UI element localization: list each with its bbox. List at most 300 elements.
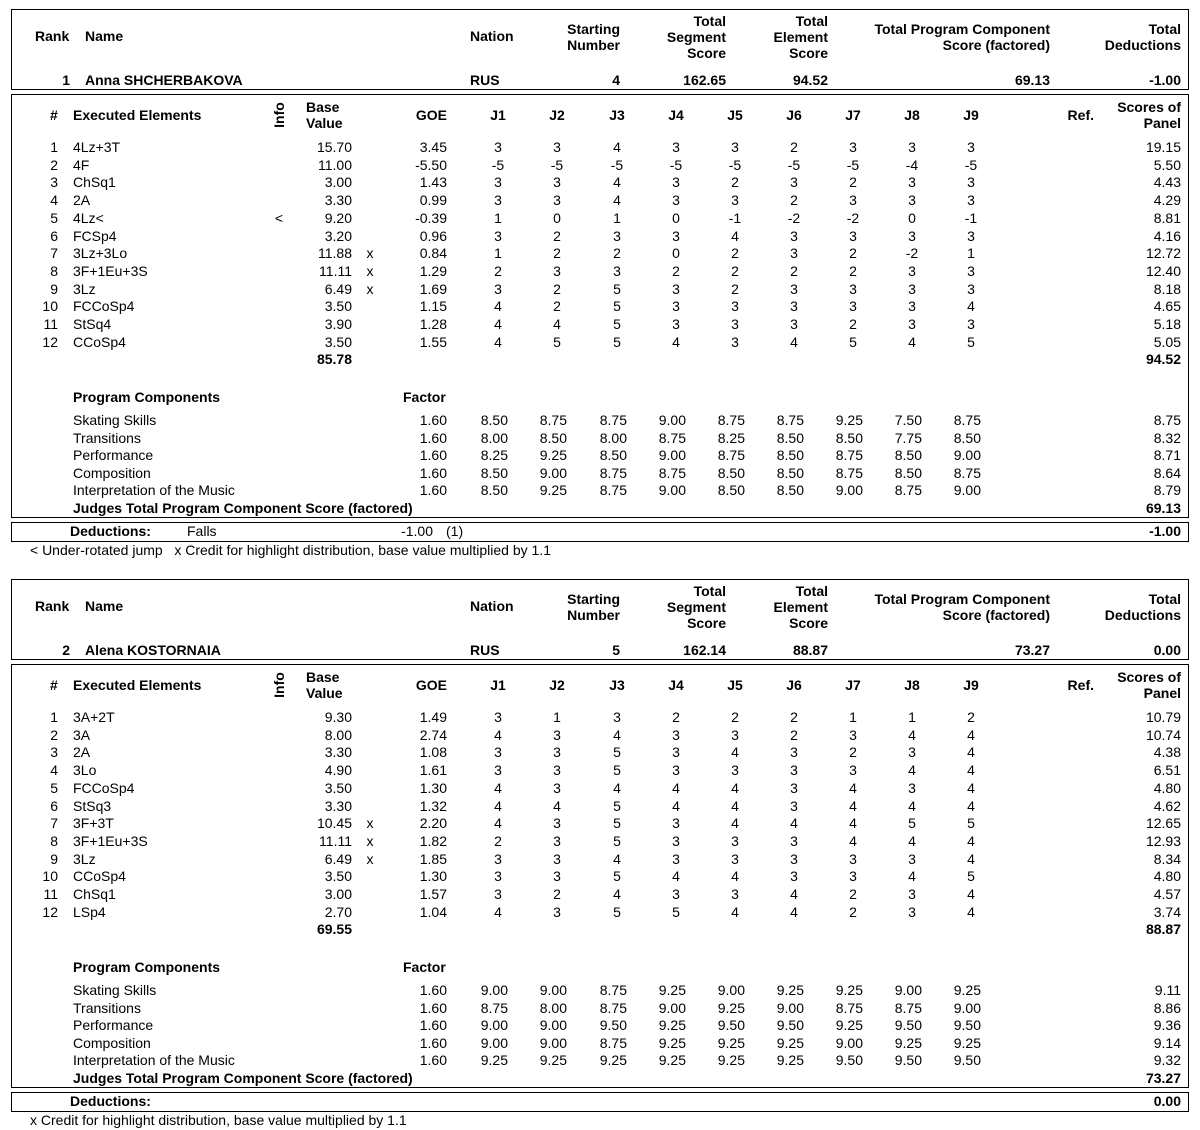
element-goe: 1.15 [419, 298, 447, 315]
element-judge-score-4: 3 [672, 850, 680, 867]
component-judge-score-6: 9.25 [776, 1034, 804, 1051]
element-judge-score-2: 2 [553, 280, 561, 297]
pcs-header-1: Total Program Component [874, 591, 1050, 607]
judge-header-6: J6 [786, 677, 802, 693]
element-judge-score-1: 3 [494, 280, 502, 297]
tss-header-3: Score [687, 615, 726, 631]
element-judge-score-2: 3 [553, 850, 561, 867]
element-number: 3 [50, 174, 58, 191]
ded-header-2: Deductions [1104, 607, 1181, 623]
element-judge-score-1: 4 [494, 903, 502, 920]
element-judge-score-8: 4 [908, 726, 916, 743]
judge-header-4: J4 [668, 677, 684, 693]
components-score-total: 73.27 [1145, 1070, 1181, 1086]
element-goe: 1.08 [419, 744, 447, 761]
element-base-value: 3.50 [324, 298, 352, 315]
element-judge-score-5: 3 [731, 886, 739, 902]
component-judge-score-8: 8.75 [894, 482, 922, 499]
element-judge-score-9: 3 [967, 192, 975, 209]
factor-header: Factor [403, 389, 446, 405]
element-judge-score-4: 3 [672, 832, 680, 849]
element-base-value: 3.20 [324, 227, 352, 244]
component-judge-score-3: 9.50 [599, 1017, 627, 1034]
element-base-value: 3.90 [324, 316, 352, 332]
element-base-value: 4.90 [324, 762, 352, 779]
component-judge-score-8: 9.50 [894, 1017, 922, 1034]
element-judge-score-8: 3 [908, 262, 916, 279]
element-panel-score: 5.05 [1153, 333, 1181, 350]
element-judge-score-1: 3 [494, 227, 502, 244]
component-judge-score-7: 8.75 [835, 464, 863, 481]
element-judge-score-3: 3 [613, 227, 621, 244]
element-name: StSq3 [73, 797, 112, 814]
num-header: # [50, 107, 58, 123]
name-header: Name [85, 28, 124, 44]
component-judge-score-1: 8.50 [480, 412, 508, 428]
component-judge-score-5: 8.50 [717, 464, 745, 481]
component-judge-score-8: 8.50 [894, 464, 922, 481]
element-panel-score: 19.15 [1145, 139, 1181, 155]
element-judge-score-5: 3 [731, 298, 739, 315]
component-factor: 1.60 [419, 1052, 447, 1069]
deductions-label: Deductions: [70, 1093, 151, 1109]
judge-header-5: J5 [727, 677, 743, 693]
element-panel-score: 4.38 [1153, 744, 1181, 761]
element-panel-score: 5.50 [1153, 156, 1181, 173]
element-number: 7 [50, 245, 58, 262]
component-judge-score-2: 9.00 [539, 1017, 567, 1034]
component-factor: 1.60 [419, 429, 447, 446]
component-judge-score-9: 8.50 [953, 429, 981, 446]
program-components-header: Program Components [73, 389, 221, 405]
element-panel-score: 12.65 [1145, 815, 1181, 832]
tes-header-1: Total [795, 13, 828, 29]
element-judge-score-5: 4 [731, 744, 739, 761]
element-judge-score-7: 2 [849, 262, 857, 279]
element-goe: 2.74 [419, 726, 447, 743]
element-number: 4 [50, 762, 58, 779]
element-panel-score: 5.18 [1153, 316, 1181, 332]
component-judge-score-7: 9.25 [835, 412, 863, 428]
element-judge-score-4: 3 [672, 174, 680, 191]
element-judge-score-7: 4 [849, 779, 857, 796]
element-judge-score-7: 2 [849, 744, 857, 761]
element-judge-score-2: 3 [553, 762, 561, 779]
component-judge-score-8: 9.50 [894, 1052, 922, 1069]
component-judge-score-5: 8.75 [717, 447, 745, 464]
element-goe: 1.28 [419, 316, 447, 332]
component-judge-score-5: 9.25 [717, 999, 745, 1016]
element-judge-score-3: 2 [613, 245, 621, 262]
tss-header-3: Score [687, 45, 726, 61]
element-judge-score-3: 3 [613, 709, 621, 725]
element-goe: 0.96 [419, 227, 447, 244]
element-judge-score-8: 3 [908, 779, 916, 796]
num-header: # [50, 677, 58, 693]
component-judge-score-9: 9.00 [953, 447, 981, 464]
pcs-header-2: Score (factored) [942, 607, 1050, 623]
component-judge-score-4: 9.00 [658, 412, 686, 428]
element-name: 3Lz+3Lo [73, 245, 128, 262]
element-judge-score-1: 3 [494, 886, 502, 902]
element-panel-score: 4.62 [1153, 797, 1181, 814]
judge-header-6: J6 [786, 107, 802, 123]
ded-value: -1.00 [1149, 72, 1181, 88]
element-judge-score-3: 5 [613, 316, 621, 332]
element-base-value: 3.00 [324, 174, 352, 191]
starting-number-header-1: Starting [567, 591, 620, 607]
element-judge-score-6: 3 [790, 762, 798, 779]
element-judge-score-8: 3 [908, 280, 916, 297]
element-goe: 1.85 [419, 850, 447, 867]
element-judge-score-2: -5 [550, 156, 564, 173]
element-judge-score-7: 4 [849, 797, 857, 814]
element-judge-score-2: 2 [553, 298, 561, 315]
element-judge-score-5: 4 [731, 815, 739, 832]
element-panel-score: 12.40 [1145, 262, 1181, 279]
element-judge-score-4: 3 [672, 298, 680, 315]
element-judge-score-1: 1 [494, 245, 502, 262]
element-judge-score-7: 4 [849, 815, 857, 832]
element-judge-score-6: 3 [790, 227, 798, 244]
element-judge-score-4: 4 [672, 868, 680, 885]
element-judge-score-2: 3 [553, 868, 561, 885]
element-judge-score-6: 4 [790, 886, 798, 902]
panel-header-2: Panel [1143, 115, 1181, 131]
component-judge-score-6: 8.50 [776, 482, 804, 499]
element-panel-score: 12.93 [1145, 832, 1181, 849]
ded-header-1: Total [1148, 591, 1181, 607]
element-name: 4F [73, 156, 90, 173]
element-number: 5 [50, 209, 58, 226]
component-judge-score-9: 9.50 [953, 1017, 981, 1034]
component-judge-score-5: 8.75 [717, 412, 745, 428]
element-judge-score-6: 3 [790, 245, 798, 262]
element-judge-score-3: 5 [613, 815, 621, 832]
element-goe: 1.32 [419, 797, 447, 814]
element-judge-score-2: 2 [553, 227, 561, 244]
element-name: 3Lz [73, 850, 96, 867]
element-judge-score-4: 3 [672, 762, 680, 779]
element-judge-score-8: 3 [908, 298, 916, 315]
element-panel-score: 4.80 [1153, 868, 1181, 885]
ref-header: Ref. [1067, 677, 1094, 693]
element-name: 4Lz+3T [73, 139, 121, 155]
component-judge-score-1: 9.00 [480, 1017, 508, 1034]
element-judge-score-7: 3 [849, 227, 857, 244]
element-judge-score-6: 3 [790, 316, 798, 332]
element-name: FCSp4 [73, 227, 117, 244]
element-judge-score-3: -5 [610, 156, 624, 173]
element-panel-score: 8.18 [1153, 280, 1181, 297]
element-judge-score-9: -5 [964, 156, 978, 173]
skater-block-2 [0, 570, 1200, 1130]
element-judge-score-4: 0 [672, 245, 680, 262]
rank-header: Rank [35, 28, 70, 44]
ded-value: 0.00 [1153, 642, 1181, 658]
element-goe: 1.55 [419, 333, 447, 350]
element-judge-score-4: 3 [672, 139, 680, 155]
component-judge-score-4: 9.25 [658, 1017, 686, 1034]
element-judge-score-5: 3 [731, 832, 739, 849]
element-name: LSp4 [73, 903, 106, 920]
element-panel-score: 12.72 [1145, 245, 1181, 262]
element-judge-score-2: 3 [553, 192, 561, 209]
component-judge-score-3: 8.75 [599, 412, 627, 428]
tes-value: 94.52 [792, 72, 828, 88]
component-judge-score-7: 9.50 [835, 1052, 863, 1069]
element-judge-score-5: 3 [731, 850, 739, 867]
element-judge-score-1: 3 [494, 744, 502, 761]
element-judge-score-7: 2 [849, 174, 857, 191]
element-goe: 1.30 [419, 779, 447, 796]
element-base-value: 6.49 [324, 280, 352, 297]
element-base-value: 3.50 [324, 868, 352, 885]
component-judge-score-6: 8.50 [776, 429, 804, 446]
element-judge-score-9: 4 [967, 903, 975, 920]
element-goe: 1.49 [419, 709, 447, 725]
component-judge-score-7: 9.00 [835, 1034, 863, 1051]
goe-header: GOE [415, 677, 447, 693]
element-judge-score-2: 4 [553, 797, 561, 814]
component-judge-score-6: 8.50 [776, 447, 804, 464]
element-judge-score-9: 4 [967, 886, 975, 902]
component-factor: 1.60 [419, 982, 447, 998]
element-judge-score-7: 1 [849, 709, 857, 725]
footnote: x Credit for highlight distribution, base value multiplied by 1.1 [30, 1112, 407, 1128]
component-judge-score-4: 9.00 [658, 999, 686, 1016]
component-judge-score-1: 9.25 [480, 1052, 508, 1069]
element-judge-score-8: 4 [908, 333, 916, 350]
component-judge-score-3: 8.75 [599, 982, 627, 998]
component-judge-score-6: 9.25 [776, 1052, 804, 1069]
elements-score-total: 88.87 [1145, 921, 1181, 937]
element-judge-score-5: 2 [731, 709, 739, 725]
element-judge-score-9: 3 [967, 316, 975, 332]
element-bonus-mark: x [366, 850, 374, 867]
element-judge-score-9: 4 [967, 298, 975, 315]
element-judge-score-5: -5 [728, 156, 742, 173]
element-judge-score-5: 3 [731, 762, 739, 779]
judge-header-9: J9 [963, 677, 979, 693]
component-judge-score-6: 8.50 [776, 464, 804, 481]
element-judge-score-9: 3 [967, 174, 975, 191]
element-judge-score-4: 2 [672, 262, 680, 279]
element-name: 3A+2T [73, 709, 115, 725]
element-judge-score-8: 4 [908, 762, 916, 779]
component-judge-score-1: 8.50 [480, 464, 508, 481]
element-base-value: 3.00 [324, 886, 352, 902]
element-judge-score-6: 2 [790, 262, 798, 279]
panel-header-1: Scores of [1117, 669, 1181, 685]
deduction-item-value: -1.00 [401, 523, 433, 539]
element-base-value: 11.11 [319, 832, 352, 849]
element-judge-score-4: 3 [672, 227, 680, 244]
element-name: 3F+1Eu+3S [73, 832, 148, 849]
component-judge-score-3: 8.75 [599, 999, 627, 1016]
element-info: < [274, 209, 284, 226]
element-goe: 1.29 [419, 262, 447, 279]
element-name: FCCoSp4 [73, 779, 135, 796]
component-judge-score-4: 8.75 [658, 464, 686, 481]
element-judge-score-5: 4 [731, 227, 739, 244]
component-judge-score-1: 8.50 [480, 482, 508, 499]
element-judge-score-6: 3 [790, 174, 798, 191]
element-judge-score-6: 3 [790, 832, 798, 849]
element-name: 3Lo [73, 762, 97, 779]
judge-header-7: J7 [845, 677, 861, 693]
element-judge-score-9: 4 [967, 850, 975, 867]
element-name: ChSq1 [73, 886, 116, 902]
element-name: CCoSp4 [73, 868, 126, 885]
element-bonus-mark: x [366, 262, 374, 279]
nation-value: RUS [470, 72, 500, 88]
component-judge-score-8: 9.25 [894, 1034, 922, 1051]
element-judge-score-4: 4 [672, 797, 680, 814]
element-number: 11 [43, 316, 58, 332]
info-header: Info [270, 672, 287, 698]
tes-header-1: Total [795, 583, 828, 599]
element-name: StSq4 [73, 316, 112, 332]
component-judge-score-4: 9.25 [658, 1052, 686, 1069]
component-judge-score-1: 9.00 [480, 982, 508, 998]
element-judge-score-7: 3 [849, 192, 857, 209]
component-judge-score-7: 9.00 [835, 482, 863, 499]
element-goe: -0.39 [415, 209, 447, 226]
element-number: 1 [50, 139, 58, 155]
component-judge-score-2: 9.00 [539, 982, 567, 998]
element-number: 10 [42, 868, 58, 885]
components-score-total: 69.13 [1145, 500, 1181, 516]
component-judge-score-8: 8.50 [894, 447, 922, 464]
element-base-value: 3.30 [324, 192, 352, 209]
element-judge-score-6: 4 [790, 815, 798, 832]
element-judge-score-4: 3 [672, 744, 680, 761]
base-value-total: 85.78 [316, 351, 352, 367]
element-judge-score-1: 2 [494, 832, 502, 849]
element-judge-score-5: 4 [731, 779, 739, 796]
judge-header-3: J3 [609, 677, 625, 693]
element-judge-score-7: 3 [849, 762, 857, 779]
element-judge-score-8: 3 [908, 316, 916, 332]
component-judge-score-2: 9.25 [539, 482, 567, 499]
element-base-value: 9.30 [324, 709, 352, 725]
element-judge-score-1: 4 [494, 333, 502, 350]
element-judge-score-9: 4 [967, 744, 975, 761]
element-judge-score-1: 4 [494, 726, 502, 743]
element-judge-score-6: 3 [790, 868, 798, 885]
element-name: 2A [73, 192, 91, 209]
element-panel-score: 4.65 [1153, 298, 1181, 315]
element-judge-score-6: -5 [787, 156, 801, 173]
element-judge-score-6: 3 [790, 280, 798, 297]
deductions-total: 0.00 [1153, 1093, 1181, 1109]
element-judge-score-6: 3 [790, 850, 798, 867]
component-judge-score-7: 8.50 [835, 429, 863, 446]
element-panel-score: 4.80 [1153, 779, 1181, 796]
element-judge-score-8: 3 [908, 227, 916, 244]
component-judge-score-3: 8.75 [599, 482, 627, 499]
component-panel-score: 8.71 [1153, 447, 1181, 464]
element-judge-score-2: 2 [553, 245, 561, 262]
deductions-total: -1.00 [1149, 523, 1181, 539]
judge-header-8: J8 [904, 107, 920, 123]
component-name: Composition [73, 1034, 151, 1051]
element-name: ChSq1 [73, 174, 116, 191]
element-judge-score-8: 3 [908, 744, 916, 761]
panel-header-1: Scores of [1117, 99, 1181, 115]
executed-elements-header: Executed Elements [73, 677, 202, 693]
element-judge-score-2: 3 [553, 744, 561, 761]
element-bonus-mark: x [366, 245, 374, 262]
starting-number-header-2: Number [567, 37, 620, 53]
element-judge-score-2: 4 [553, 316, 561, 332]
element-panel-score: 8.34 [1153, 850, 1181, 867]
element-panel-score: 4.16 [1153, 227, 1181, 244]
component-judge-score-9: 9.00 [953, 999, 981, 1016]
component-factor: 1.60 [419, 412, 447, 428]
component-judge-score-2: 8.75 [539, 412, 567, 428]
element-judge-score-2: 3 [553, 174, 561, 191]
component-name: Transitions [73, 999, 141, 1016]
rank-header: Rank [35, 598, 70, 614]
element-judge-score-3: 5 [613, 298, 621, 315]
element-judge-score-2: 0 [553, 209, 561, 226]
judge-header-1: J1 [490, 107, 506, 123]
component-panel-score: 8.75 [1153, 412, 1181, 428]
element-judge-score-1: 3 [494, 850, 502, 867]
element-judge-score-8: 4 [908, 832, 916, 849]
element-judge-score-7: 2 [849, 316, 857, 332]
element-judge-score-2: 3 [553, 726, 561, 743]
component-judge-score-3: 9.25 [599, 1052, 627, 1069]
element-judge-score-4: -5 [669, 156, 683, 173]
footnote: < Under-rotated jump x Credit for highlight distribution, base value multiplied by 1.1 [30, 542, 551, 558]
judge-header-7: J7 [845, 107, 861, 123]
element-panel-score: 8.81 [1153, 209, 1181, 226]
skater-name: Anna SHCHERBAKOVA [85, 72, 243, 88]
tss-header-1: Total [693, 583, 726, 599]
component-judge-score-8: 8.75 [894, 999, 922, 1016]
element-judge-score-1: 3 [494, 192, 502, 209]
judge-header-1: J1 [490, 677, 506, 693]
element-bonus-mark: x [366, 815, 374, 832]
element-judge-score-4: 0 [672, 209, 680, 226]
element-judge-score-8: 3 [908, 886, 916, 902]
element-goe: 1.57 [419, 886, 447, 902]
component-name: Performance [73, 447, 154, 464]
element-name: 3Lz [73, 280, 96, 297]
element-panel-score: 10.79 [1145, 709, 1181, 725]
ref-header: Ref. [1067, 107, 1094, 123]
element-judge-score-2: 5 [553, 333, 561, 350]
component-judge-score-1: 8.75 [480, 999, 508, 1016]
goe-header: GOE [415, 107, 447, 123]
element-name: 3A [73, 726, 91, 743]
element-judge-score-9: 5 [967, 333, 975, 350]
element-base-value: 9.20 [324, 209, 352, 226]
element-judge-score-9: -1 [964, 209, 978, 226]
component-judge-score-4: 9.25 [658, 982, 686, 998]
element-number: 12 [42, 903, 58, 920]
element-judge-score-2: 1 [553, 709, 561, 725]
element-base-value: 10.45 [316, 815, 352, 832]
element-goe: 0.99 [419, 192, 447, 209]
component-name: Skating Skills [73, 982, 157, 998]
nation-value: RUS [470, 642, 500, 658]
element-judge-score-4: 3 [672, 886, 680, 902]
element-judge-score-6: 2 [790, 709, 798, 725]
